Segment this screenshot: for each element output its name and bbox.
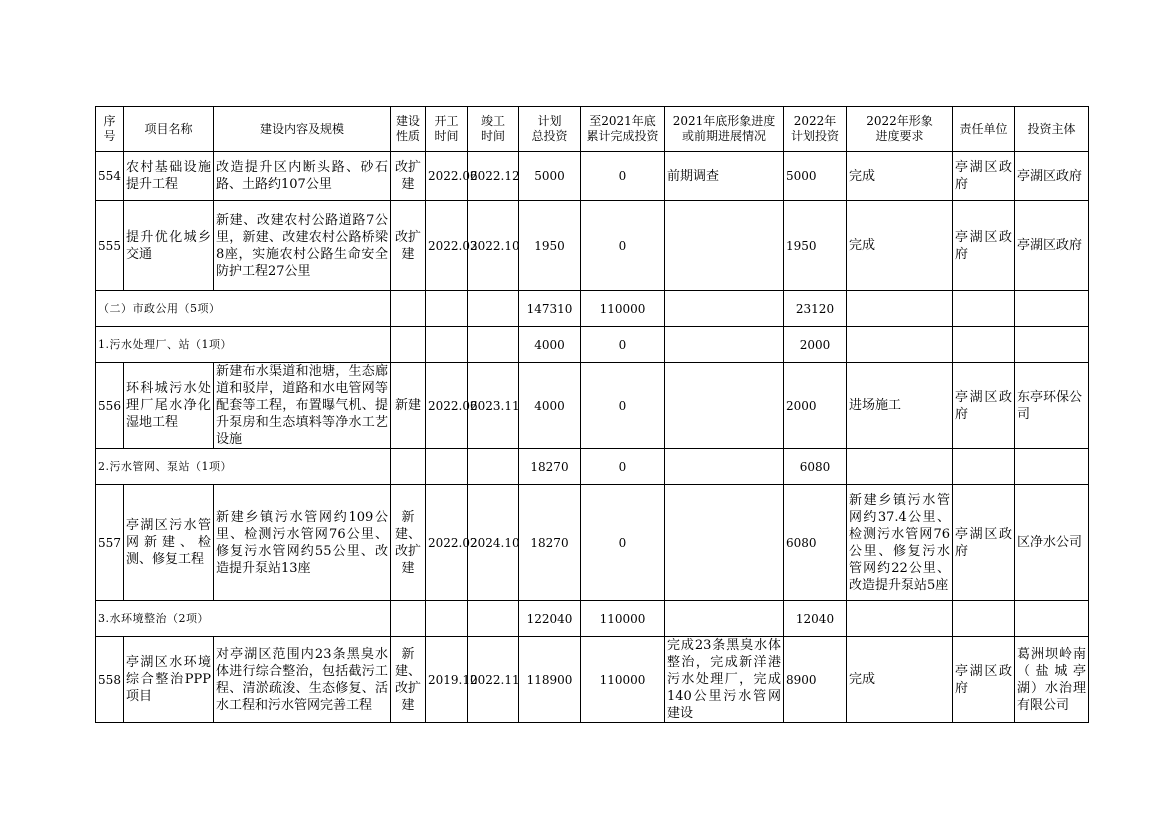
cell-plan-2022: 8900: [784, 637, 847, 723]
cell-plan-2022: 12040: [784, 601, 847, 637]
cell-name: 环科城污水处理厂尾水净化湿地工程: [124, 363, 214, 449]
cell-seq: 554: [96, 152, 124, 201]
cell-plan-total: 1950: [519, 201, 581, 291]
cell-unit: 亭湖区政府: [953, 485, 1015, 601]
cell-plan-total: 18270: [519, 449, 581, 485]
cell-unit: 亭湖区政府: [953, 152, 1015, 201]
header-seq: 序 号: [96, 107, 124, 152]
cell-end: 2022.12: [468, 152, 519, 201]
cell-plan-2022: 1950: [784, 201, 847, 291]
cell-done-2021: 110000: [581, 291, 665, 327]
header-start: 开工 时间: [426, 107, 468, 152]
table-row: [96, 363, 1089, 449]
cell-plan-total: 118900: [519, 637, 581, 723]
cell-seq: 555: [96, 201, 124, 291]
cell-progress-2021: 前期调查: [665, 152, 784, 201]
cell-done-2021: 0: [581, 449, 665, 485]
header-progress-2021: 2021年底形象进度 或前期进展情况: [665, 107, 784, 152]
section-label: 2.污水管网、泵站（1项）: [96, 449, 391, 485]
cell-start: 2022.06: [426, 363, 468, 449]
cell-content: 对亭湖区范围内23条黑臭水体进行综合整治，包括截污工程、清淤疏浚、生态修复、活水工程和污水管网完善工程: [214, 637, 391, 723]
cell-progress-2021: [665, 363, 784, 449]
cell-plan-2022: 2000: [784, 363, 847, 449]
table-row: [96, 637, 1089, 723]
cell-start: 2019.10: [426, 637, 468, 723]
cell-done-2021: 0: [581, 152, 665, 201]
cell-content: 新建、改建农村公路道路7公里，新建、改建农村公路桥梁8座，实施农村公路生命安全防护工程27公里: [214, 201, 391, 291]
cell-investor: 区净水公司: [1015, 485, 1089, 601]
header-plan-total: 计划 总投资: [519, 107, 581, 152]
cell-req-2022: 新建乡镇污水管网约37.4公里、检测污水管网76公里、修复污水管网约22公里、改造提升泵站5座: [847, 485, 953, 601]
section-row: [96, 291, 1089, 327]
cell-seq: 558: [96, 637, 124, 723]
cell-progress-2021: [665, 201, 784, 291]
header-end: 竣工 时间: [468, 107, 519, 152]
cell-plan-total: 5000: [519, 152, 581, 201]
cell-nature: 改扩建: [391, 152, 426, 201]
cell-name: 农村基础设施提升工程: [124, 152, 214, 201]
cell-investor: 葛洲坝岭南（盐城亭湖）水治理有限公司: [1015, 637, 1089, 723]
header-unit: 责任单位: [953, 107, 1015, 152]
cell-investor: 亭湖区政府: [1015, 201, 1089, 291]
section-label: （二）市政公用（5项）: [96, 291, 391, 327]
section-row: [96, 449, 1089, 485]
header-req-2022: 2022年形象 进度要求: [847, 107, 953, 152]
header-row: [96, 107, 1089, 152]
header-plan-2022: 2022年 计划投资: [784, 107, 847, 152]
cell-progress-2021: 完成23条黑臭水体整治，完成新洋港污水处理厂，完成140公里污水管网建设: [665, 637, 784, 723]
cell-plan-total: 4000: [519, 363, 581, 449]
cell-content: 改造提升区内断头路、砂石路、土路约107公里: [214, 152, 391, 201]
cell-plan-2022: 23120: [784, 291, 847, 327]
cell-start: 2022.06: [426, 152, 468, 201]
cell-req-2022: 完成: [847, 152, 953, 201]
cell-end: 2022.10: [468, 201, 519, 291]
project-table: [95, 106, 1089, 723]
cell-plan-total: 4000: [519, 327, 581, 363]
cell-plan-2022: 2000: [784, 327, 847, 363]
cell-content: 新建布水渠道和池塘，生态廊道和驳岸，道路和水电管网等配套等工程，布置曝气机、提升泵房和生态填料等净水工艺设施: [214, 363, 391, 449]
section-label: 3.水环境整治（2项）: [96, 601, 391, 637]
cell-req-2022: 完成: [847, 637, 953, 723]
cell-plan-2022: 6080: [784, 449, 847, 485]
cell-unit: 亭湖区政府: [953, 201, 1015, 291]
cell-nature: 新建、改扩建: [391, 637, 426, 723]
cell-seq: 556: [96, 363, 124, 449]
cell-plan-total: 122040: [519, 601, 581, 637]
section-label: 1.污水处理厂、站（1项）: [96, 327, 391, 363]
cell-plan-total: 147310: [519, 291, 581, 327]
header-name: 项目名称: [124, 107, 214, 152]
cell-investor: 亭湖区政府: [1015, 152, 1089, 201]
cell-done-2021: 110000: [581, 637, 665, 723]
cell-name: 提升优化城乡交通: [124, 201, 214, 291]
cell-content: 新建乡镇污水管网约109公里、检测污水管网76公里、修复污水管网约55公里、改造提升泵站13座: [214, 485, 391, 601]
cell-nature: 改扩建: [391, 201, 426, 291]
section-row: [96, 327, 1089, 363]
cell-done-2021: 0: [581, 327, 665, 363]
cell-end: 2023.11: [468, 363, 519, 449]
cell-req-2022: 进场施工: [847, 363, 953, 449]
cell-nature: 新建、改扩建: [391, 485, 426, 601]
table-row: [96, 152, 1089, 201]
cell-name: 亭湖区水环境综合整治PPP项目: [124, 637, 214, 723]
header-nature: 建设 性质: [391, 107, 426, 152]
cell-nature: 新建: [391, 363, 426, 449]
cell-name: 亭湖区污水管网新建、检测、修复工程: [124, 485, 214, 601]
cell-progress-2021: [665, 485, 784, 601]
cell-unit: 亭湖区政府: [953, 363, 1015, 449]
cell-seq: 557: [96, 485, 124, 601]
cell-plan-total: 18270: [519, 485, 581, 601]
cell-start: 2022.02: [426, 485, 468, 601]
header-done-2021: 至2021年底 累计完成投资: [581, 107, 665, 152]
cell-done-2021: 0: [581, 363, 665, 449]
section-row: [96, 601, 1089, 637]
cell-plan-2022: 5000: [784, 152, 847, 201]
table-row: [96, 201, 1089, 291]
cell-investor: 东亭环保公司: [1015, 363, 1089, 449]
cell-end: 2024.10: [468, 485, 519, 601]
cell-req-2022: 完成: [847, 201, 953, 291]
header-investor: 投资主体: [1015, 107, 1089, 152]
cell-plan-2022: 6080: [784, 485, 847, 601]
cell-done-2021: 110000: [581, 601, 665, 637]
cell-start: 2022.03: [426, 201, 468, 291]
cell-end: 2022.11: [468, 637, 519, 723]
cell-done-2021: 0: [581, 485, 665, 601]
cell-unit: 亭湖区政府: [953, 637, 1015, 723]
header-content: 建设内容及规模: [214, 107, 391, 152]
table-row: [96, 485, 1089, 601]
cell-done-2021: 0: [581, 201, 665, 291]
